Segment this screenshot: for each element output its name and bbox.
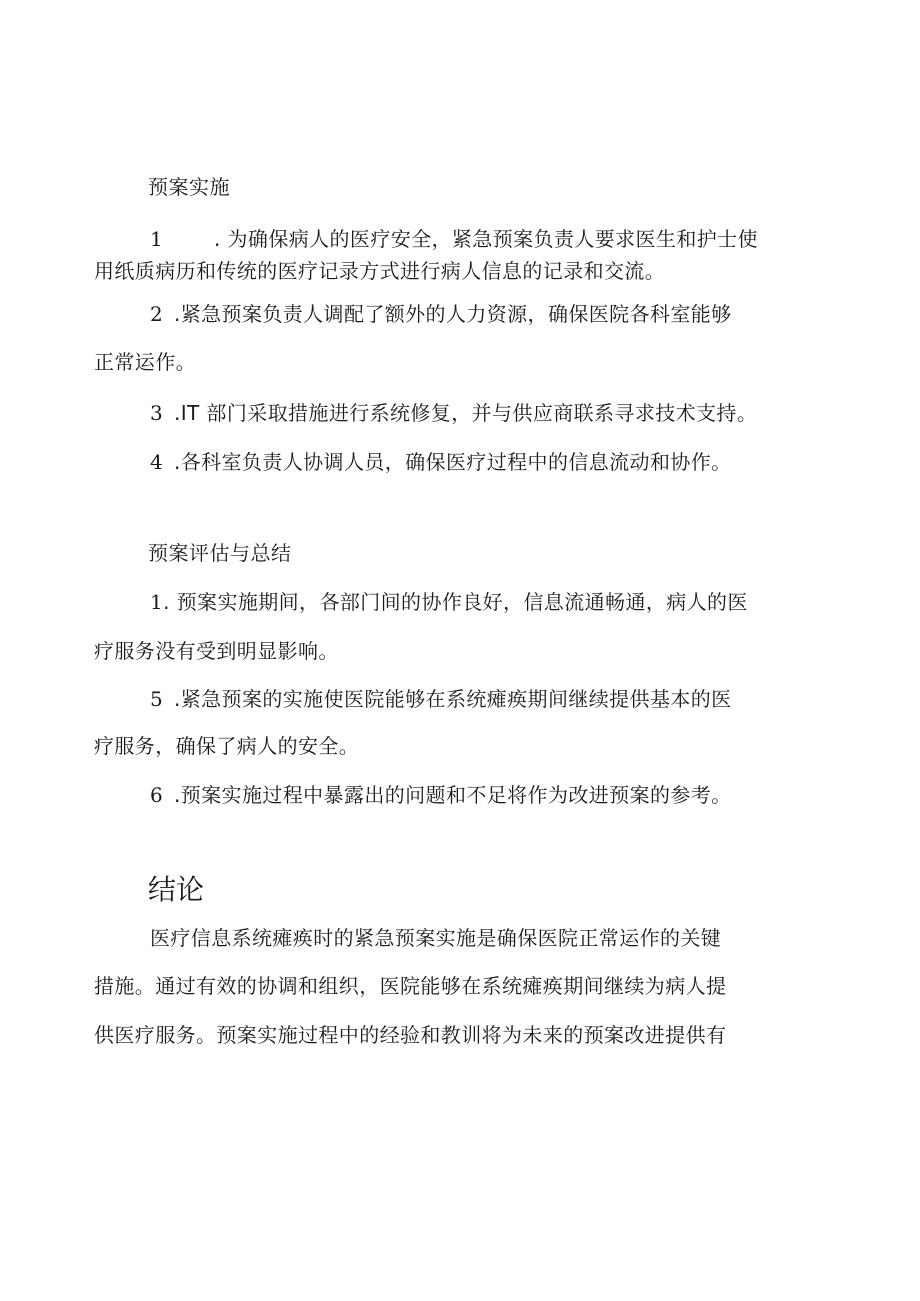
- evaluation-item-6: [150, 782, 732, 808]
- implementation-item-1-line2: 用纸质病历和传统的医疗记录方式进行病人信息的记录和交流。: [94, 259, 666, 283]
- item-number: 2: [150, 302, 164, 326]
- conclusion-line-1: 医疗信息系统瘫痪时的紧急预案实施是确保医院正常运作的关键: [150, 926, 722, 950]
- implementation-item-2-line2: 正常运作。: [94, 350, 196, 374]
- item-number: 1: [150, 590, 164, 614]
- item-text: . 预案实施期间，各部门间的协作良好，信息流通畅通，病人的医: [163, 590, 748, 614]
- item-number: 1: [150, 227, 164, 251]
- item-text: .预案实施过程中暴露出的问题和不足将作为改进预案的参考。: [174, 783, 732, 807]
- evaluation-item-5-line2: 疗服务，确保了病人的安全。: [94, 734, 360, 758]
- conclusion-line-2: 措施。通过有效的协调和组织，医院能够在系统瘫痪期间继续为病人提: [94, 974, 727, 998]
- section-title-evaluation: 预案评估与总结: [148, 541, 292, 565]
- item-number: 5: [150, 687, 164, 711]
- implementation-item-1-line1: [150, 226, 758, 252]
- evaluation-item-1-line2: 疗服务没有受到明显影响。: [94, 639, 339, 663]
- item-text: .紧急预案负责人调配了额外的人力资源，确保医院各科室能够: [174, 302, 732, 326]
- section-title-implementation: 预案实施: [148, 175, 230, 199]
- implementation-item-4: [150, 449, 732, 475]
- item-text: .各科室负责人协调人员，确保医疗过程中的信息流动和协作。: [174, 450, 732, 474]
- implementation-item-3: [150, 400, 757, 426]
- section-title-conclusion: 结论: [148, 873, 205, 906]
- item-text: . 为确保病人的医疗安全，紧急预案负责人要求医生和护士使: [214, 227, 758, 251]
- item-text: .紧急预案的实施使医院能够在系统瘫痪期间继续提供基本的医: [174, 687, 732, 711]
- evaluation-item-5-line1: [150, 686, 732, 712]
- conclusion-line-3: 供医疗服务。预案实施过程中的经验和教训将为未来的预案改进提供有: [94, 1023, 727, 1047]
- item-number: 4: [150, 450, 164, 474]
- evaluation-item-1-line1: [150, 589, 748, 615]
- implementation-item-2-line1: [150, 301, 732, 327]
- item-text: .IT 部门采取措施进行系统修复，并与供应商联系寻求技术支持。: [174, 401, 758, 425]
- item-number: 6: [150, 783, 164, 807]
- item-number: 3: [150, 401, 164, 425]
